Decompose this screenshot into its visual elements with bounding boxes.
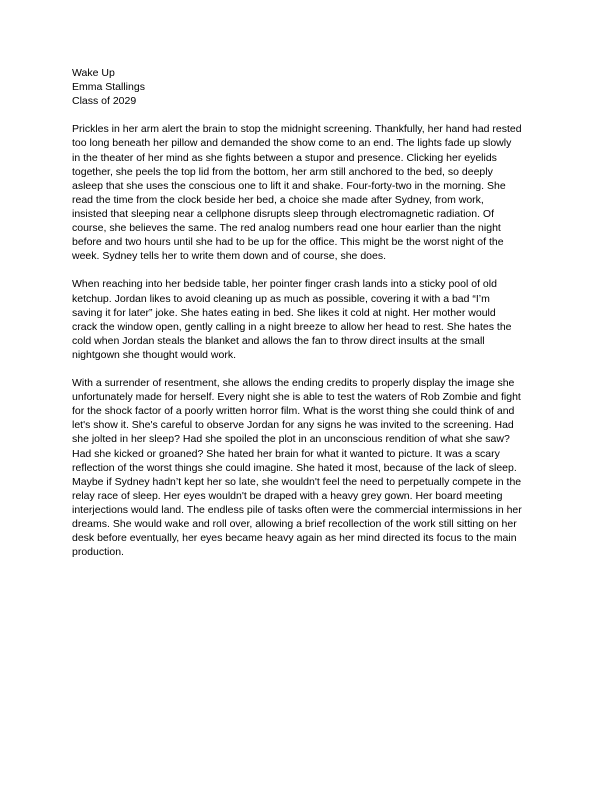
- paragraph-3: With a surrender of resentment, she allows the ending credits to properly display the image she unfortunately made for herself. Every night she is able to test the waters of Rob Zombie and fight for the shock factor of a poorly written horror film. What is the worst thing she could think of and let's show it. She's careful to observe Jordan for any signs he was invited to the screening. Had she jolted in her sleep? Had she spoiled the plot in an unconscious rendition of what she saw? Had she kicked or groaned? She hated her brain for what it wanted to picture. It was a scary reflection of the worst things she could imagine. She hated it most, because of the lack of sleep. Maybe if Sydney hadn’t kept her so late, she wouldn't feel the need to perpetually compete in the relay race of sleep. Her eyes wouldn't be draped with a heavy grey gown. Her board meeting interjections would land. The endless pile of tasks often were the commercial intermissions in her dreams. She would wake and roll over, allowing a brief recollection of the work still sitting on her desk before eventually, her eyes became heavy again as her mind directed its focus to the main production.: [72, 377, 522, 559]
- paragraph-1: Prickles in her arm alert the brain to stop the midnight screening. Thankfully, her hand had rested too long beneath her pillow and demanded the show come to an end. The lights fade up slowly in the theater of her mind as she fights between a stupor and presence. Clicking her eyelids together, she peels the top lid from the bottom, her arm still anchored to the bed, so deeply asleep that she uses the conscious one to lift it and shake. Four-forty-two in the morning. She read the time from the clock beside her bed, a choice she made after Sydney, from work, insisted that sleeping near a cellphone disrupts sleep through electromagnetic radiation. Of course, she believes the same. The red analog numbers read one hour earlier than the night before and two hours until she had to be up for the office. This might be the worst night of the week. Sydney tells her to write them down and of course, she does.: [72, 123, 522, 263]
- document-title: Wake Up: [72, 67, 115, 79]
- paragraph-2: When reaching into her bedside table, her pointer finger crash lands into a sticky pool of old ketchup. Jordan likes to avoid cleaning up as much as possible, covering it with a bad “I’m saving it for later” joke. She hates eating in bed. She likes it cold at night. Her mother would crack the window open, gently calling in a night breeze to allow her head to rest. She hates the cold when Jordan steals the blanket and allows the fan to throw direct insults at the small nightgown she thought would work.: [72, 278, 512, 361]
- document-class: Class of 2029: [72, 95, 137, 108]
- document-heading: [72, 66, 522, 108]
- document-text-body: [72, 66, 522, 559]
- document-author: Emma Stallings: [72, 81, 145, 94]
